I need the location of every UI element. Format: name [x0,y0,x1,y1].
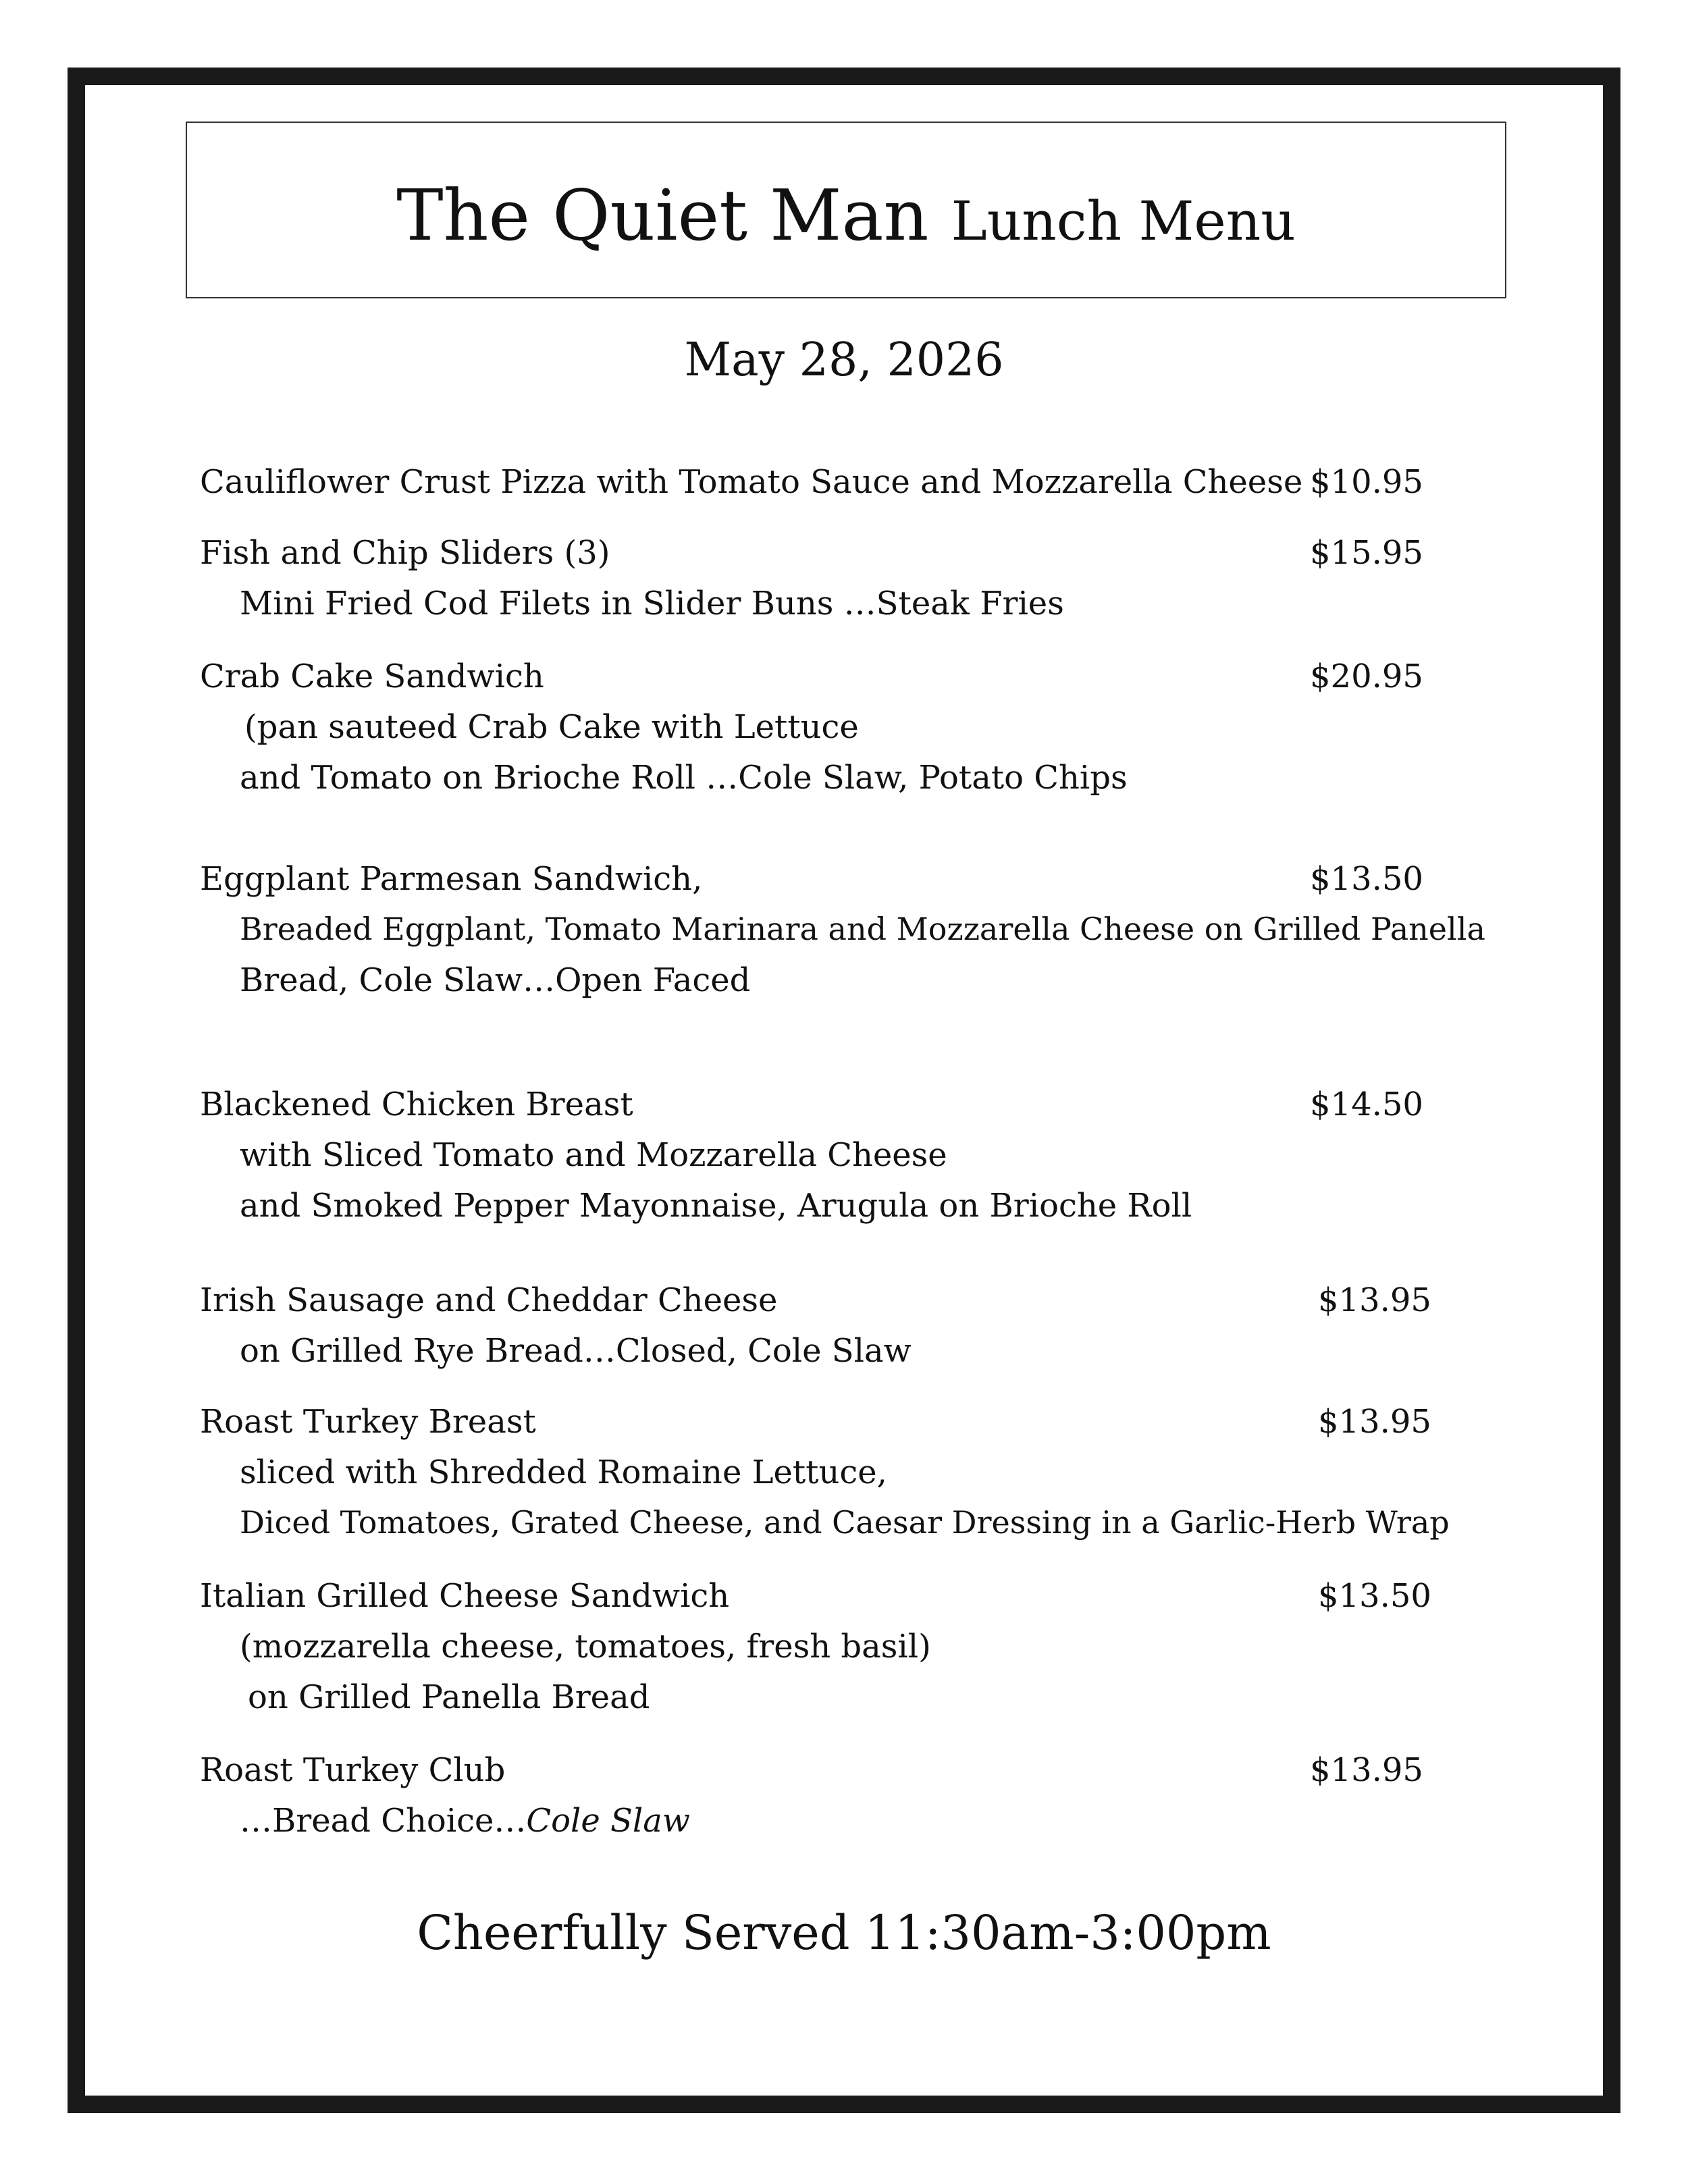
item-name: Blackened Chicken Breast [200,1086,633,1123]
item-price: $10.95 [1310,463,1423,501]
item-description: on Grilled Rye Bread…Closed, Cole Slaw [240,1332,912,1370]
item-price: $13.95 [1318,1403,1431,1441]
item-description: on Grilled Panella Bread [248,1678,650,1716]
item-description: and Tomato on Brioche Roll …Cole Slaw, Potato Chips [240,759,1128,797]
restaurant-name: The Quiet Man [396,174,929,257]
item-description: Diced Tomatoes, Grated Cheese, and Caesar Dressing in a Garlic-Herb Wrap [240,1504,1450,1541]
item-price: $13.50 [1318,1577,1431,1615]
item-name: Fish and Chip Sliders (3) [200,534,610,572]
item-name: Crab Cake Sandwich [200,658,544,695]
item-description: Mini Fried Cod Filets in Slider Buns …Steak Fries [240,585,1064,622]
item-description [240,1802,690,1840]
serving-hours: Cheerfully Served 11:30am-3:00pm [417,1905,1271,1961]
item-price: $13.50 [1310,860,1423,898]
item-description-italic: Cole Slaw [526,1802,690,1840]
menu-title [187,174,1505,257]
item-name: Cauliflower Crust Pizza with Tomato Sauce and Mozzarella Cheese [200,463,1303,501]
item-name: Eggplant Parmesan Sandwich, [200,860,703,898]
item-price: $14.50 [1310,1086,1423,1123]
menu-date: May 28, 2026 [684,334,1004,387]
item-description: Breaded Eggplant, Tomato Marinara and Mozzarella Cheese on Grilled Panella [240,911,1485,947]
item-name: Italian Grilled Cheese Sandwich [200,1577,730,1615]
title-box [186,122,1506,298]
item-price: $20.95 [1310,658,1423,695]
menu-subtitle: Lunch Menu [951,190,1296,252]
item-name: Irish Sausage and Cheddar Cheese [200,1281,778,1319]
item-description: and Smoked Pepper Mayonnaise, Arugula on Brioche Roll [240,1187,1192,1225]
item-price: $15.95 [1310,534,1423,572]
item-name: Roast Turkey Breast [200,1403,536,1441]
item-description: with Sliced Tomato and Mozzarella Cheese [240,1136,947,1174]
item-description: sliced with Shredded Romaine Lettuce, [240,1454,887,1491]
item-description: (mozzarella cheese, tomatoes, fresh basil) [240,1628,931,1666]
item-name: Roast Turkey Club [200,1751,506,1789]
item-price: $13.95 [1310,1751,1423,1789]
item-description: (pan sauteed Crab Cake with Lettuce [244,708,859,746]
item-description-text: …Bread Choice… [240,1802,527,1840]
item-description: Bread, Cole Slaw…Open Faced [240,961,751,999]
item-price: $13.95 [1318,1281,1431,1319]
